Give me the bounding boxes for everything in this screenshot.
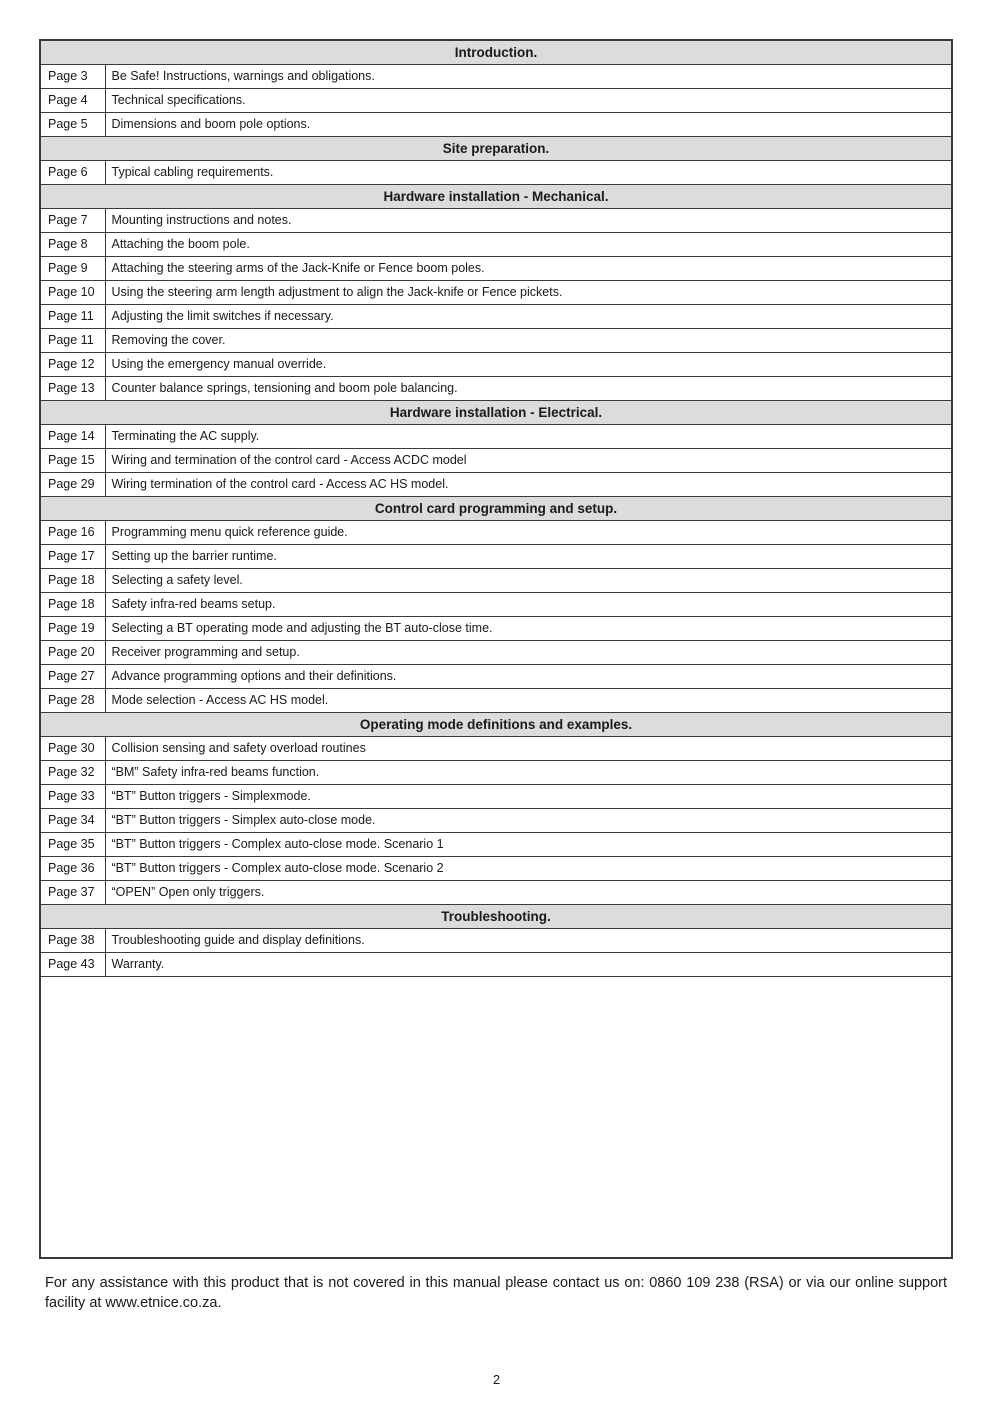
section-header-row (41, 497, 951, 521)
toc-page-ref: Page 18 (41, 569, 105, 593)
toc-page-ref: Page 14 (41, 425, 105, 449)
toc-entry-title: Counter balance springs, tensioning and boom pole balancing. (105, 377, 951, 401)
toc-page-ref: Page 34 (41, 809, 105, 833)
page-number: 2 (492, 1372, 501, 1387)
section-header-row (41, 41, 951, 65)
toc-entry-row (41, 857, 951, 881)
toc-entry-row (41, 353, 951, 377)
toc-page-ref: Page 35 (41, 833, 105, 857)
toc-page-ref: Page 36 (41, 857, 105, 881)
toc-page-ref: Page 11 (41, 329, 105, 353)
toc-page-ref: Page 6 (41, 161, 105, 185)
toc-entry-row (41, 65, 951, 89)
toc-entry-title: Dimensions and boom pole options. (105, 113, 951, 137)
toc-page-ref: Page 28 (41, 689, 105, 713)
toc-page-ref: Page 11 (41, 305, 105, 329)
toc-entry-row (41, 521, 951, 545)
toc-page-ref: Page 37 (41, 881, 105, 905)
section-header-row (41, 905, 951, 929)
toc-entry-title: Setting up the barrier runtime. (105, 545, 951, 569)
toc-entry-title: Safety infra-red beams setup. (105, 593, 951, 617)
toc-entry-title: Wiring and termination of the control card - Access ACDC model (105, 449, 951, 473)
section-heading: Troubleshooting. (41, 905, 951, 929)
toc-entry-row (41, 593, 951, 617)
toc-entry-title: Typical cabling requirements. (105, 161, 951, 185)
toc-entry-row (41, 305, 951, 329)
toc-entry-title: “BT” Button triggers - Complex auto-close mode. Scenario 1 (105, 833, 951, 857)
toc-page-ref: Page 27 (41, 665, 105, 689)
toc-entry-row (41, 233, 951, 257)
assistance-note: For any assistance with this product that is not covered in this manual please contact us on: 0860 109 238 (RSA) or via our online support facility at www.etnice.co.za. (45, 1275, 947, 1311)
toc-entry-title: Be Safe! Instructions, warnings and obligations. (105, 65, 951, 89)
toc-page-ref: Page 17 (41, 545, 105, 569)
toc-page-ref: Page 8 (41, 233, 105, 257)
toc-entry-row (41, 761, 951, 785)
toc-entry-title: Advance programming options and their definitions. (105, 665, 951, 689)
toc-page-ref: Page 12 (41, 353, 105, 377)
toc-entry-row (41, 785, 951, 809)
toc-entry-title: Troubleshooting guide and display definitions. (105, 929, 951, 953)
toc-entry-title: Programming menu quick reference guide. (105, 521, 951, 545)
toc-entry-title: “OPEN” Open only triggers. (105, 881, 951, 905)
toc-page-ref: Page 4 (41, 89, 105, 113)
toc-entry-title: Collision sensing and safety overload routines (105, 737, 951, 761)
toc-entry-title: “BT” Button triggers - Simplex auto-close mode. (105, 809, 951, 833)
toc-page-ref: Page 43 (41, 953, 105, 977)
toc-body (41, 41, 951, 977)
toc-page-ref: Page 10 (41, 281, 105, 305)
toc-entry-row (41, 113, 951, 137)
toc-entry-title: Removing the cover. (105, 329, 951, 353)
toc-page-ref: Page 18 (41, 593, 105, 617)
section-heading: Control card programming and setup. (41, 497, 951, 521)
toc-entry-title: Technical specifications. (105, 89, 951, 113)
section-heading: Hardware installation - Electrical. (41, 401, 951, 425)
toc-entry-title: Adjusting the limit switches if necessary. (105, 305, 951, 329)
toc-page-ref: Page 16 (41, 521, 105, 545)
toc-page-ref: Page 9 (41, 257, 105, 281)
section-header-row (41, 713, 951, 737)
toc-entry-row (41, 281, 951, 305)
toc-entry-title: “BT” Button triggers - Complex auto-close mode. Scenario 2 (105, 857, 951, 881)
toc-entry-row (41, 449, 951, 473)
toc-entry-row (41, 569, 951, 593)
toc-entry-row (41, 209, 951, 233)
toc-page-ref: Page 3 (41, 65, 105, 89)
toc-entry-title: Wiring termination of the control card - Access AC HS model. (105, 473, 951, 497)
toc-entry-row (41, 641, 951, 665)
section-header-row (41, 185, 951, 209)
toc-page-ref: Page 5 (41, 113, 105, 137)
toc-entry-row (41, 689, 951, 713)
toc-entry-row (41, 425, 951, 449)
toc-page-ref: Page 30 (41, 737, 105, 761)
toc-entry-title: “BT” Button triggers - Simplexmode. (105, 785, 951, 809)
toc-page-ref: Page 33 (41, 785, 105, 809)
toc-entry-title: Terminating the AC supply. (105, 425, 951, 449)
toc-page-ref: Page 38 (41, 929, 105, 953)
toc-entry-row (41, 473, 951, 497)
toc-entry-title: Attaching the boom pole. (105, 233, 951, 257)
toc-page-ref: Page 20 (41, 641, 105, 665)
toc-entry-row (41, 737, 951, 761)
toc-entry-row (41, 377, 951, 401)
toc-entry-row (41, 329, 951, 353)
toc-page-ref: Page 15 (41, 449, 105, 473)
toc-entry-row (41, 545, 951, 569)
toc-page-ref: Page 29 (41, 473, 105, 497)
toc-entry-title: Selecting a BT operating mode and adjusting the BT auto-close time. (105, 617, 951, 641)
toc-entry-row (41, 881, 951, 905)
section-heading: Site preparation. (41, 137, 951, 161)
toc-page-ref: Page 19 (41, 617, 105, 641)
section-heading: Introduction. (41, 41, 951, 65)
section-heading: Operating mode definitions and examples. (41, 713, 951, 737)
toc-entry-title: Warranty. (105, 953, 951, 977)
toc-entry-title: Selecting a safety level. (105, 569, 951, 593)
toc-entry-row (41, 809, 951, 833)
toc-entry-title: Using the emergency manual override. (105, 353, 951, 377)
toc-entry-row (41, 257, 951, 281)
toc-entry-row (41, 953, 951, 977)
toc-entry-title: Receiver programming and setup. (105, 641, 951, 665)
toc-entry-row (41, 161, 951, 185)
section-heading: Hardware installation - Mechanical. (41, 185, 951, 209)
table-of-contents (39, 39, 953, 1259)
toc-entry-title: “BM” Safety infra-red beams function. (105, 761, 951, 785)
toc-entry-row (41, 929, 951, 953)
toc-entry-title: Mode selection - Access AC HS model. (105, 689, 951, 713)
toc-page-ref: Page 7 (41, 209, 105, 233)
section-header-row (41, 137, 951, 161)
toc-entry-row (41, 617, 951, 641)
section-header-row (41, 401, 951, 425)
toc-entry-row (41, 89, 951, 113)
toc-entry-row (41, 833, 951, 857)
toc-page-ref: Page 13 (41, 377, 105, 401)
toc-page-ref: Page 32 (41, 761, 105, 785)
toc-entry-title: Using the steering arm length adjustment to align the Jack-knife or Fence pickets. (105, 281, 951, 305)
toc-table (41, 41, 951, 977)
toc-entry-title: Mounting instructions and notes. (105, 209, 951, 233)
toc-entry-row (41, 665, 951, 689)
toc-entry-title: Attaching the steering arms of the Jack-Knife or Fence boom poles. (105, 257, 951, 281)
